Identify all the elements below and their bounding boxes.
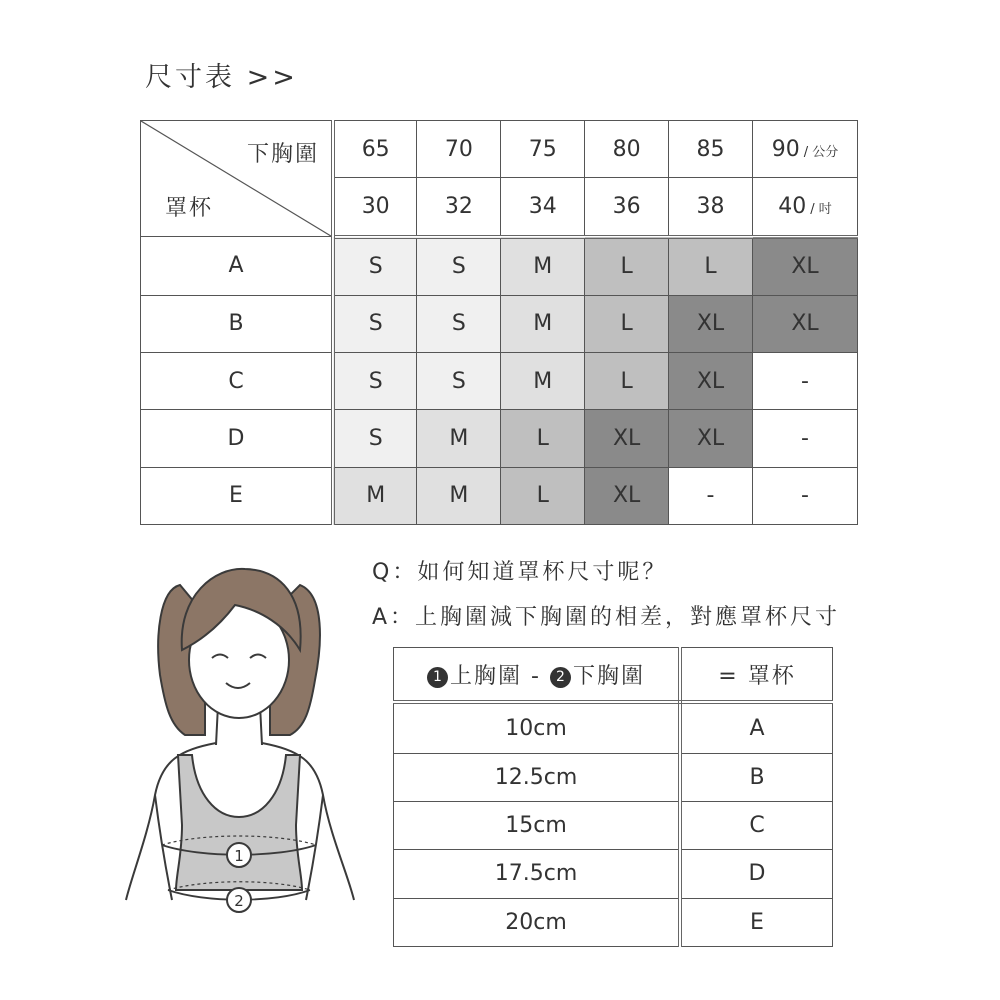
size-cell: S — [333, 295, 417, 352]
header-cm-cell: 65 — [333, 121, 417, 178]
cup-result-cell: B — [680, 753, 833, 801]
table-row — [141, 237, 858, 296]
size-cell: M — [417, 467, 501, 524]
table-corner-cell — [141, 121, 334, 237]
header-difference-cell — [394, 648, 681, 703]
table-row — [394, 753, 833, 801]
header-cm-cell-last — [753, 121, 858, 178]
size-chart-table — [140, 120, 858, 525]
header-cm-cell: 85 — [669, 121, 753, 178]
cup-label: 罩杯 — [165, 196, 214, 221]
size-cell: XL — [585, 410, 669, 467]
cup-cell: B — [141, 295, 334, 352]
cup-cell: A — [141, 237, 334, 296]
size-cell: L — [501, 467, 585, 524]
cup-cell: C — [141, 353, 334, 410]
cup-cell: D — [141, 410, 334, 467]
size-cell: XL — [753, 295, 858, 352]
header-cm-cell: 80 — [585, 121, 669, 178]
cup-result-cell: A — [680, 702, 833, 753]
table-row — [394, 898, 833, 946]
tank-top — [176, 755, 302, 890]
size-cell: - — [753, 353, 858, 410]
size-cell: S — [333, 237, 417, 296]
header-inch-cell: 34 — [501, 178, 585, 237]
difference-cell: 15cm — [394, 801, 681, 849]
size-cell: M — [333, 467, 417, 524]
size-cell: S — [417, 295, 501, 352]
table-row — [394, 702, 833, 753]
header-cm-value: 90 — [771, 136, 800, 162]
cup-difference-table — [393, 647, 833, 947]
difference-cell: 17.5cm — [394, 850, 681, 898]
size-cell: - — [669, 467, 753, 524]
inch-unit: / 吋 — [810, 201, 832, 217]
difference-cell: 20cm — [394, 898, 681, 946]
woman-measurement-illustration — [110, 555, 380, 955]
difference-cell: 10cm — [394, 702, 681, 753]
table-row — [394, 850, 833, 898]
size-cell: XL — [669, 295, 753, 352]
header-cm-cell: 70 — [417, 121, 501, 178]
cup-result-cell: E — [680, 898, 833, 946]
header-inch-cell-last — [753, 178, 858, 237]
size-cell: L — [585, 353, 669, 410]
size-cell: M — [417, 410, 501, 467]
size-cell: - — [753, 410, 858, 467]
size-cell: M — [501, 295, 585, 352]
marker-2-label: 2 — [234, 892, 244, 910]
size-cell: XL — [753, 237, 858, 296]
table-row — [394, 801, 833, 849]
size-cell: XL — [669, 353, 753, 410]
woman-figure-svg — [110, 555, 380, 955]
marker-1-label: 1 — [234, 847, 244, 865]
table-row — [141, 467, 858, 524]
difference-cell: 12.5cm — [394, 753, 681, 801]
size-cell: S — [417, 237, 501, 296]
table-row — [141, 295, 858, 352]
header-cm-cell: 75 — [501, 121, 585, 178]
size-cell: M — [501, 353, 585, 410]
header-inch-cell: 30 — [333, 178, 417, 237]
size-cell: M — [501, 237, 585, 296]
header-inch-cell: 38 — [669, 178, 753, 237]
underbust-header-label: 下胸圍 — [572, 663, 645, 689]
header-inch-value: 40 — [778, 193, 807, 219]
cup-result-cell: D — [680, 850, 833, 898]
size-cell: S — [417, 353, 501, 410]
size-cell: L — [585, 295, 669, 352]
size-cell: L — [501, 410, 585, 467]
cup-result-cell: C — [680, 801, 833, 849]
question-text: Q：如何知道罩杯尺寸呢？ — [372, 560, 668, 585]
answer-text: A：上胸圍減下胸圍的相差，對應罩杯尺寸 — [372, 605, 841, 630]
table-row — [141, 353, 858, 410]
size-cell: S — [333, 353, 417, 410]
underbust-label: 下胸圍 — [246, 142, 319, 167]
size-cell: XL — [669, 410, 753, 467]
overbust-label: 上胸圍 - — [450, 663, 541, 689]
size-cell: L — [585, 237, 669, 296]
header-cup-cell: = 罩杯 — [680, 648, 833, 703]
header-inch-cell: 36 — [585, 178, 669, 237]
number-1-badge: 1 — [427, 667, 448, 688]
table-row — [141, 410, 858, 467]
header-inch-cell: 32 — [417, 178, 501, 237]
size-cell: L — [669, 237, 753, 296]
size-cell: XL — [585, 467, 669, 524]
size-cell: - — [753, 467, 858, 524]
size-cell: S — [333, 410, 417, 467]
number-2-badge: 2 — [550, 667, 571, 688]
cup-cell: E — [141, 467, 334, 524]
cm-unit: / 公分 — [803, 144, 839, 160]
page-title: 尺寸表 >> — [145, 62, 298, 93]
